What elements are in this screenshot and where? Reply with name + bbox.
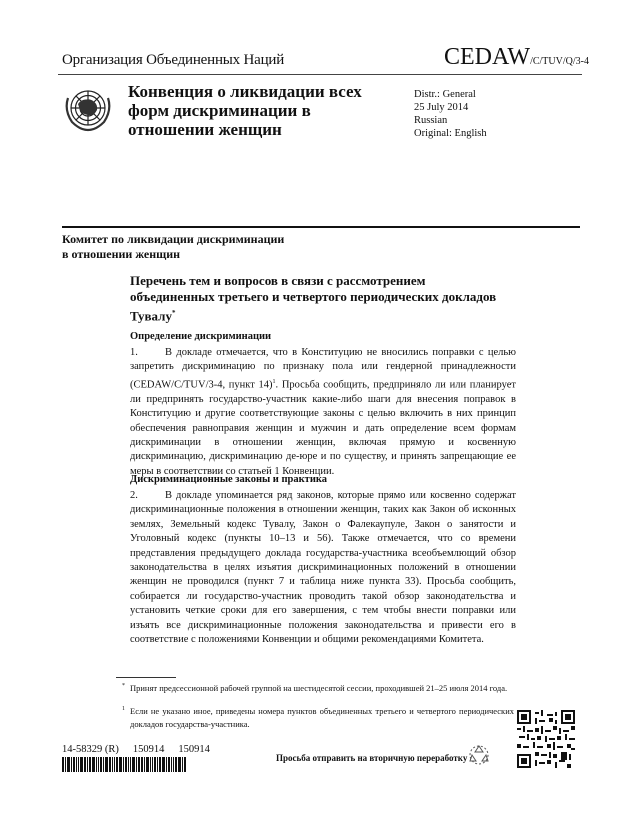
footnote-mark: * <box>122 683 125 689</box>
paragraph-1 <box>130 346 516 479</box>
paragraph-text: В докладе упоминается ряд законов, которые прямо или косвенно содержат дискриминационные положения в отношении женщин, таких как Закон об исконных землях, Земельный кодекс Тувалу, Закон о Фалекаупуле, Закон о занятости и Уголовный кодекс (пункты 10–13 и 56). Также отмечается, что со времени представления предыдущего доклада государства-участника всеобъемлющий обзор законодательства в целях изъятия дискриминационных положений в отношении женщин не проводился (пункт 7 и таблица ниже пункта 33). Просьба сообщить, собирается ли государство-участник проводить такой обзор законодательства и установить четкие сроки для его завершения, с тем чтобы внести поправки или изъять все дискриминационные положения законодательства и привести его в соответствие с положениями Конвенции и общими рекомендациями Комитета. <box>130 490 516 646</box>
footnote <box>122 705 514 731</box>
committee-name <box>62 232 284 262</box>
distr-general: Distr.: General <box>414 89 476 100</box>
document-symbol <box>444 44 589 71</box>
paragraph-text: . Просьба сообщить, предприняло ли или планирует ли предпринять государство-участник какие-либо шаги для внесения поправок в Конституцию и другие соответствующие законы с целью включить в них принцип обеспечения равноправия женщин и мужчин и дать определение всем формам дискриминации в отношении женщин, включая прямую и косвенную дискриминацию, дискриминацию де-юре и по существу, и принять запрещающие ее меры в соответствии со статьей 1 Конвенции. <box>130 379 516 477</box>
section-rule <box>62 226 580 228</box>
paragraph-2 <box>130 489 516 647</box>
symbol-suffix: /C/TUV/Q/3-4 <box>530 56 589 67</box>
convention-title-line: Конвенция о ликвидации всех <box>128 82 362 101</box>
committee-line: в отношении женщин <box>62 247 181 261</box>
date-code: 150914 <box>178 744 210 755</box>
list-title-line: Перечень тем и вопросов в связи с рассмотрением <box>130 273 426 288</box>
distr-language: Russian <box>414 115 448 126</box>
footnote-rule <box>116 677 176 678</box>
distribution-info <box>414 88 487 140</box>
section-heading: Дискриминационные законы и практика <box>130 474 328 485</box>
convention-title <box>128 82 398 139</box>
job-number <box>62 744 224 755</box>
convention-title-line: отношении женщин <box>128 120 282 139</box>
paragraph-number: 1. <box>130 347 138 358</box>
list-title <box>130 273 530 324</box>
recycle-note: Просьба отправить на вторичную переработку <box>276 753 468 763</box>
distr-original: Original: English <box>414 128 487 139</box>
paragraph-number: 2. <box>130 490 138 501</box>
recycle-icon <box>468 743 490 765</box>
un-emblem-icon <box>60 80 116 136</box>
header-rule <box>58 74 582 75</box>
distr-date: 25 July 2014 <box>414 102 469 113</box>
footnote-mark: 1 <box>122 706 125 712</box>
date-code: 150914 <box>132 744 165 755</box>
footnote-ref[interactable]: 1 <box>272 378 276 385</box>
convention-title-line: форм дискриминации в <box>128 101 311 120</box>
footnote-text: Принят предсессионной рабочей группой на шестидесятой сессии, проходившей 21–25 июля 2014 года. <box>130 683 508 693</box>
footnote-text: Если не указано иное, приведены номера пунктов объединенных третьего и четвертого периодических докладов государства-участника. <box>130 706 514 729</box>
footnote <box>122 682 514 695</box>
qr-code-icon[interactable] <box>517 710 575 768</box>
list-title-line: Тувалу <box>130 308 172 324</box>
committee-line: Комитет по ликвидации дискриминации <box>62 232 285 246</box>
section-heading: Определение дискриминации <box>130 331 272 342</box>
footnote-ref[interactable]: * <box>171 309 176 317</box>
paragraph-text: В докладе отмечается, что в Конституцию не вносились поправки с целью запретить дискриминацию по признаку пола или гендерной принадлежности (CEDAW/C/TUV/3-4, пункт 14) <box>130 347 516 391</box>
barcode-icon <box>62 757 218 772</box>
job-code: 14-58329 (R) <box>62 744 119 755</box>
list-title-line: объединенных третьего и четвертого периодических докладов <box>130 289 497 304</box>
organization-name: Организация Объединенных Наций <box>62 52 285 68</box>
symbol-main: CEDAW <box>444 44 531 70</box>
